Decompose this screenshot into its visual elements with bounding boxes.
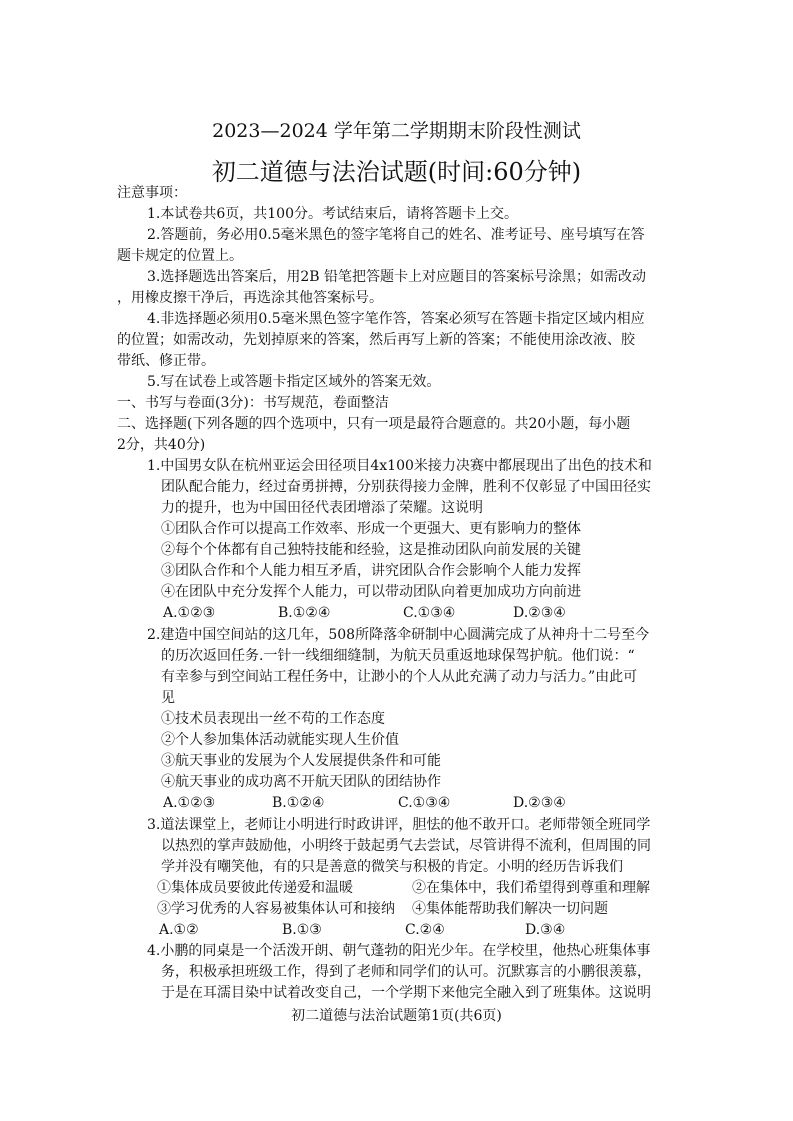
question-stem: 学并没有嘲笑他，有的只是善意的微笑与积极的肯定。小明的经历告诉我们 bbox=[161, 859, 623, 875]
statement: ③航天事业的发展为个人发展提供条件和可能 bbox=[161, 753, 441, 769]
option-a: A.①②③ bbox=[163, 795, 216, 811]
option-a: A.①② bbox=[159, 922, 199, 938]
note-line: 5.写在试卷上或答题卡指定区域外的答案无效。 bbox=[147, 374, 441, 390]
question-stem: 2.建造中国空间站的这几年，508所降落伞研制中心圆满完成了从神舟十二号至今 bbox=[147, 627, 650, 643]
statement: ①技术员表现出一丝不苟的工作态度 bbox=[161, 711, 385, 727]
note-line: 2.答题前，务必用0.5毫米黑色的签字笔将自己的姓名、准考证号、座号填写在答 bbox=[147, 227, 645, 243]
note-line: 的位置；如需改动，先划掉原来的答案，然后再写上新的答案；不能使用涂改液、胶 bbox=[117, 332, 635, 348]
section-heading: 2分，共40分) bbox=[117, 437, 206, 453]
note-line: 3.选择题选出答案后，用2B 铅笔把答题卡上对应题目的答案标号涂黑；如需改动 bbox=[147, 269, 647, 285]
option-c: C.②④ bbox=[405, 922, 445, 938]
section-heading: 一、书写与卷面(3分)：书写规范，卷面整洁 bbox=[117, 395, 389, 411]
question-stem: 4.小鹏的同桌是一个活泼开朗、朝气蓬勃的阳光少年。在学校里，他热心班集体事 bbox=[147, 943, 651, 959]
statement: ③团队合作和个人能力相互矛盾，讲究团队合作会影响个人能力发挥 bbox=[161, 563, 581, 579]
note-line: 题卡规定的位置上。 bbox=[117, 248, 243, 264]
question-stem: 以热烈的掌声鼓励他，小明终于鼓起勇气去尝试，尽管讲得不流利，但周围的同 bbox=[161, 838, 651, 854]
note-line: 4.非选择题必须用0.5毫米黑色签字笔作答，答案必须写在答题卡指定区域内相应 bbox=[147, 311, 645, 327]
option-b: B.①②④ bbox=[278, 605, 331, 621]
question-stem: 1.中国男女队在杭州亚运会田径项目4x100米接力决赛中都展现出了出色的技术和 bbox=[147, 458, 652, 474]
note-line: 1.本试卷共6页，共100分。考试结束后，请将答题卡上交。 bbox=[147, 206, 518, 222]
option-a: A.①②③ bbox=[163, 605, 216, 621]
notes-heading: 注意事项： bbox=[117, 185, 187, 201]
question-stem: 于是在耳濡目染中试着改变自己，一个学期下来他完全融入到了班集体。这说明 bbox=[161, 985, 651, 1001]
option-d: D.③④ bbox=[525, 922, 566, 938]
question-stem: 3.道法课堂上，老师让小明进行时政讲评，胆怯的他不敢开口。老师带领全班同学 bbox=[147, 817, 651, 833]
exam-subtitle: 初二道德与法治试题(时间:60分钟) bbox=[211, 158, 582, 186]
option-b: B.①③ bbox=[282, 922, 322, 938]
statement: ①集体成员要彼此传递爱和温暖 bbox=[157, 880, 353, 896]
statement: ①团队合作可以提高工作效率、形成一个更强大、更有影响力的整体 bbox=[161, 521, 581, 537]
statement: ④集体能帮助我们解决一切问题 bbox=[412, 901, 608, 917]
statement: ②每个个体都有自己独特技能和经验，这是推动团队向前发展的关键 bbox=[161, 542, 581, 558]
section-heading: 二、选择题(下列各题的四个选项中，只有一项是最符合题意的。共20小题，每小题 bbox=[117, 416, 631, 432]
note-line: 带纸、修正带。 bbox=[117, 353, 215, 369]
statement: ④在团队中充分发挥个人能力，可以带动团队向着更加成功方向前进 bbox=[161, 584, 581, 600]
note-line: ，用橡皮擦干净后，再选涂其他答案标号。 bbox=[117, 290, 383, 306]
option-c: C.①③④ bbox=[398, 795, 451, 811]
page-footer: 初二道德与法治试题第1页(共6页) bbox=[291, 1008, 502, 1024]
exam-title: 2023—2024 学年第二学期期末阶段性测试 bbox=[212, 120, 581, 142]
question-stem: 的历次返回任务.一针一线细细缝制，为航天员重返地球保驾护航。他们说：“ bbox=[161, 648, 635, 664]
statement: ②在集体中，我们希望得到尊重和理解 bbox=[412, 880, 650, 896]
statement: ③学习优秀的人容易被集体认可和接纳 bbox=[157, 901, 395, 917]
option-c: C.①③④ bbox=[403, 605, 456, 621]
question-stem: 见 bbox=[161, 690, 175, 706]
statement: ④航天事业的成功离不开航天团队的团结协作 bbox=[161, 774, 441, 790]
question-stem: 务，积极承担班级工作，得到了老师和同学们的认可。沉默寡言的小鹏很羡慕， bbox=[161, 964, 651, 980]
option-d: D.②③④ bbox=[513, 605, 566, 621]
question-stem: 有幸参与到空间站工程任务中，让渺小的个人从此充满了动力与活力。”由此可 bbox=[161, 669, 638, 685]
statement: ②个人参加集体活动就能实现人生价值 bbox=[161, 732, 399, 748]
option-d: D.②③④ bbox=[513, 795, 566, 811]
question-stem: 团队配合能力，经过奋勇拼搏，分别获得接力金牌，胜利不仅彰显了中国田径实 bbox=[161, 479, 651, 495]
question-stem: 力的提升，也为中国田径代表团增添了荣耀。这说明 bbox=[161, 500, 483, 516]
option-b: B.①②④ bbox=[272, 795, 325, 811]
